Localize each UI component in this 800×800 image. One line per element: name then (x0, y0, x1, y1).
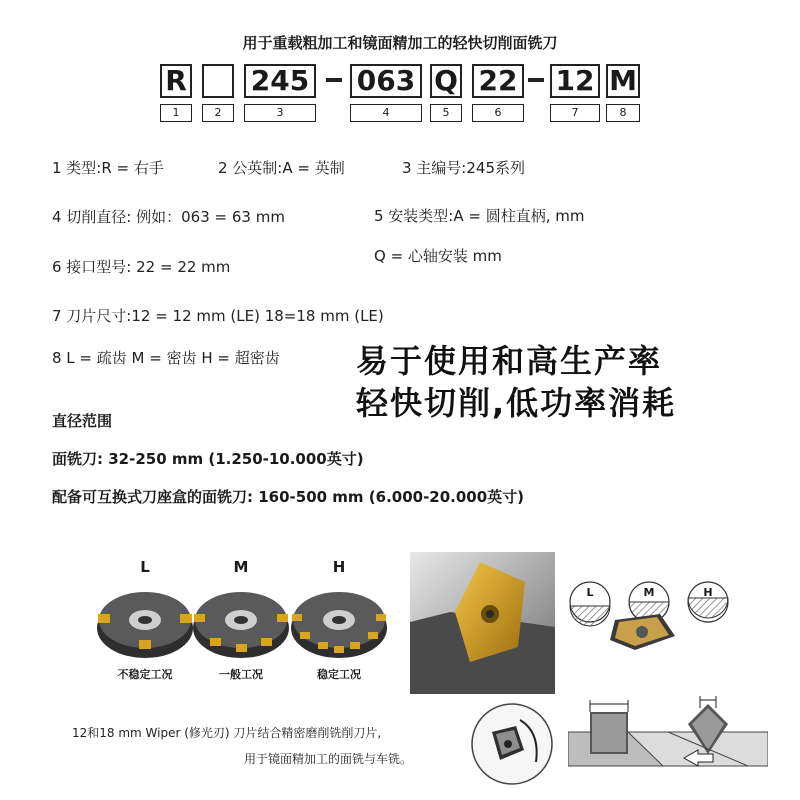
code-dash (326, 78, 342, 82)
pitch-letter-m: M (643, 586, 655, 599)
spec-7: 7 刀片尺寸:12 = 12 mm (LE) 18=18 mm (LE) (52, 307, 384, 325)
pitch-letter-l: L (586, 586, 594, 599)
spec-8: 8 L = 疏齿 M = 密齿 H = 超密齿 (52, 349, 280, 367)
cutter-m (186, 558, 296, 682)
wiper-note-line-1: 12和18 mm Wiper (修光刃) 刀片结合精密磨削铣削刀片, (72, 726, 382, 740)
spec-2: 2 公英制:A = 英制 (218, 159, 345, 177)
pitch-diagram (565, 580, 745, 660)
code-box-4: 063 (350, 64, 422, 98)
range-line-2: 配备可互换式刀座盒的面铣刀: 160-500 mm (6.000-20.000英寸) (52, 488, 525, 506)
code-dash (528, 78, 544, 82)
pitch-letter-h: H (703, 586, 713, 599)
insert-in-action-image (410, 552, 555, 694)
code-box-3: 245 (244, 64, 316, 98)
slogan-line-1: 易于使用和高生产率 (356, 342, 663, 380)
code-box-8: M (606, 64, 640, 98)
code-number-4: 4 (350, 104, 422, 122)
cutter-letter: L (140, 558, 150, 576)
slogan-line-2: 轻快切削,低功率消耗 (356, 384, 677, 422)
cutter-caption: 不稳定工况 (117, 668, 173, 681)
code-box-5: Q (430, 64, 462, 98)
range-line-1: 面铣刀: 32-250 mm (1.250-10.000英寸) (52, 450, 364, 468)
cutter-caption: 稳定工况 (317, 668, 361, 681)
cutter-m-icon (186, 576, 296, 666)
cutter-letter: H (332, 558, 346, 576)
code-designation (0, 64, 800, 124)
code-number-6: 6 (472, 104, 524, 122)
cutter-l-icon (90, 576, 200, 666)
code-box-2 (202, 64, 234, 98)
spec-4: 4 切削直径: 例如：063 = 63 mm (52, 208, 285, 226)
cutter-letter: M (233, 558, 249, 576)
wiper-cutting-diagram (568, 694, 768, 774)
spec-6: 6 接口型号: 22 = 22 mm (52, 258, 231, 276)
spec-3: 3 主编号:245系列 (402, 159, 525, 177)
page-title: 用于重载粗加工和镜面精加工的轻快切削面铣刀 (242, 34, 558, 52)
code-number-2: 2 (202, 104, 234, 122)
code-number-1: 1 (160, 104, 192, 122)
cutter-h (284, 558, 394, 682)
wiper-insert-image (470, 702, 554, 786)
range-heading: 直径范围 (52, 412, 113, 430)
spec-5: 5 安装类型:A = 圆柱直柄, mm (374, 207, 585, 225)
code-number-3: 3 (244, 104, 316, 122)
code-number-7: 7 (550, 104, 600, 122)
code-box-6: 22 (472, 64, 524, 98)
code-box-7: 12 (550, 64, 600, 98)
cutter-l (90, 558, 200, 682)
wiper-note-line-2: 用于镜面精加工的面铣与车铣。 (244, 752, 413, 766)
code-number-8: 8 (606, 104, 640, 122)
code-number-5: 5 (430, 104, 462, 122)
code-box-1: R (160, 64, 192, 98)
cutter-h-icon (284, 576, 394, 666)
spec-1: 1 类型:R = 右手 (52, 159, 164, 177)
spec-5b: Q = 心轴安装 mm (374, 247, 502, 265)
cutter-caption: 一般工况 (219, 668, 263, 681)
